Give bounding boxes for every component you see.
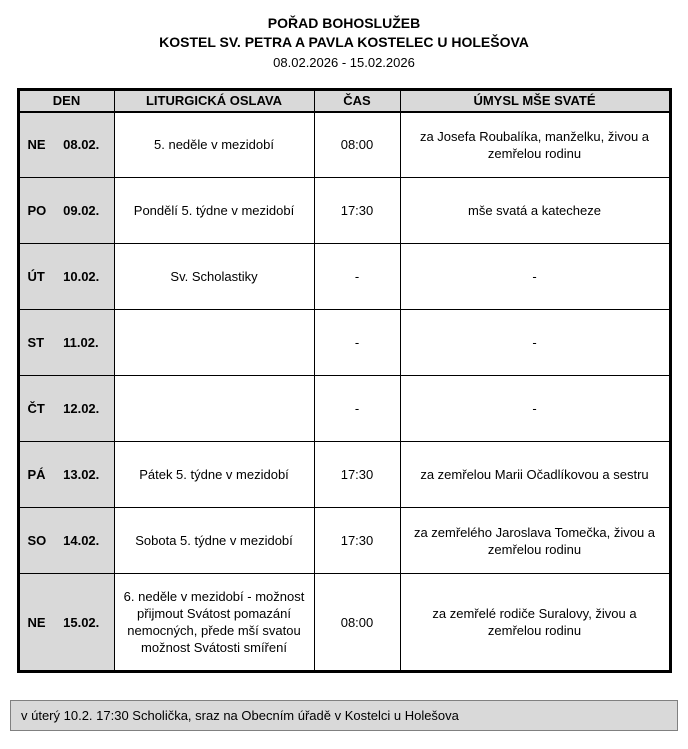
time-cell: 08:00 [314, 112, 400, 178]
table-row [18, 244, 670, 310]
day-date: 10.02. [63, 269, 100, 284]
table-row [18, 376, 670, 442]
intention-cell: za zemřelou Marii Očadlíkovou a sestru [400, 442, 670, 508]
celebration-cell: 6. neděle v mezidobí - možnost přijmout Svátost pomazání nemocných, přede mší svatou možnost Svátosti smíření [114, 574, 314, 672]
page-title: POŘAD BOHOSLUŽEB [267, 15, 421, 31]
day-date: 14.02. [63, 533, 100, 548]
day-abbr: SO [27, 533, 47, 548]
day-abbr: ST [27, 335, 45, 350]
intention-cell: za Josefa Roubalíka, manželku, živou a zemřelou rodinu [400, 112, 670, 178]
day-cell [18, 244, 114, 310]
table-row [18, 508, 670, 574]
schedule-table [17, 88, 672, 673]
table-row [18, 112, 670, 178]
table-row [18, 310, 670, 376]
church-name: KOSTEL SV. PETRA A PAVLA KOSTELEC U HOLEŠOVA [159, 34, 529, 50]
column-header-cas: ČAS [314, 90, 400, 112]
table-row [18, 574, 670, 672]
time-cell: 08:00 [314, 574, 400, 672]
day-cell [18, 376, 114, 442]
table-header-row [18, 90, 670, 112]
day-abbr: NE [27, 614, 46, 630]
celebration-cell: Pátek 5. týdne v mezidobí [114, 442, 314, 508]
day-abbr: PO [27, 203, 47, 218]
day-date: 11.02. [63, 335, 99, 350]
celebration-cell: Sobota 5. týdne v mezidobí [114, 508, 314, 574]
time-cell: 17:30 [314, 442, 400, 508]
time-cell: 17:30 [314, 178, 400, 244]
time-cell: - [314, 244, 400, 310]
day-date: 08.02. [63, 137, 100, 153]
intention-cell: - [400, 376, 670, 442]
column-header-oslava: LITURGICKÁ OSLAVA [114, 90, 314, 112]
date-range: 08.02.2026 - 15.02.2026 [273, 55, 415, 70]
day-abbr: ÚT [27, 269, 45, 284]
document-header [10, 14, 678, 72]
day-cell [18, 112, 114, 178]
day-date: 15.02. [63, 614, 100, 630]
column-header-umysl: ÚMYSL MŠE SVATÉ [400, 90, 670, 112]
celebration-cell: Sv. Scholastiky [114, 244, 314, 310]
day-abbr: ČT [27, 401, 45, 416]
footer-note: v úterý 10.2. 17:30 Scholička, sraz na Obecním úřadě v Kostelci u Holešova [10, 700, 678, 731]
column-header-den: DEN [18, 90, 114, 112]
celebration-cell: 5. neděle v mezidobí [114, 112, 314, 178]
day-date: 12.02. [63, 401, 100, 416]
day-cell [18, 310, 114, 376]
intention-cell: - [400, 310, 670, 376]
day-cell [18, 508, 114, 574]
table-row [18, 178, 670, 244]
day-cell [18, 178, 114, 244]
intention-cell: mše svatá a katecheze [400, 178, 670, 244]
day-date: 09.02. [63, 203, 100, 218]
day-date: 13.02. [63, 467, 100, 482]
intention-cell: - [400, 244, 670, 310]
day-cell [18, 442, 114, 508]
celebration-cell [114, 310, 314, 376]
celebration-cell [114, 376, 314, 442]
time-cell: 17:30 [314, 508, 400, 574]
table-row [18, 442, 670, 508]
intention-cell: za zemřelé rodiče Suralovy, živou a zemřelou rodinu [400, 574, 670, 672]
day-abbr: PÁ [27, 467, 46, 482]
day-cell [18, 574, 114, 672]
intention-cell: za zemřelého Jaroslava Tomečka, živou a zemřelou rodinu [400, 508, 670, 574]
time-cell: - [314, 310, 400, 376]
time-cell: - [314, 376, 400, 442]
day-abbr: NE [27, 137, 46, 153]
celebration-cell: Pondělí 5. týdne v mezidobí [114, 178, 314, 244]
